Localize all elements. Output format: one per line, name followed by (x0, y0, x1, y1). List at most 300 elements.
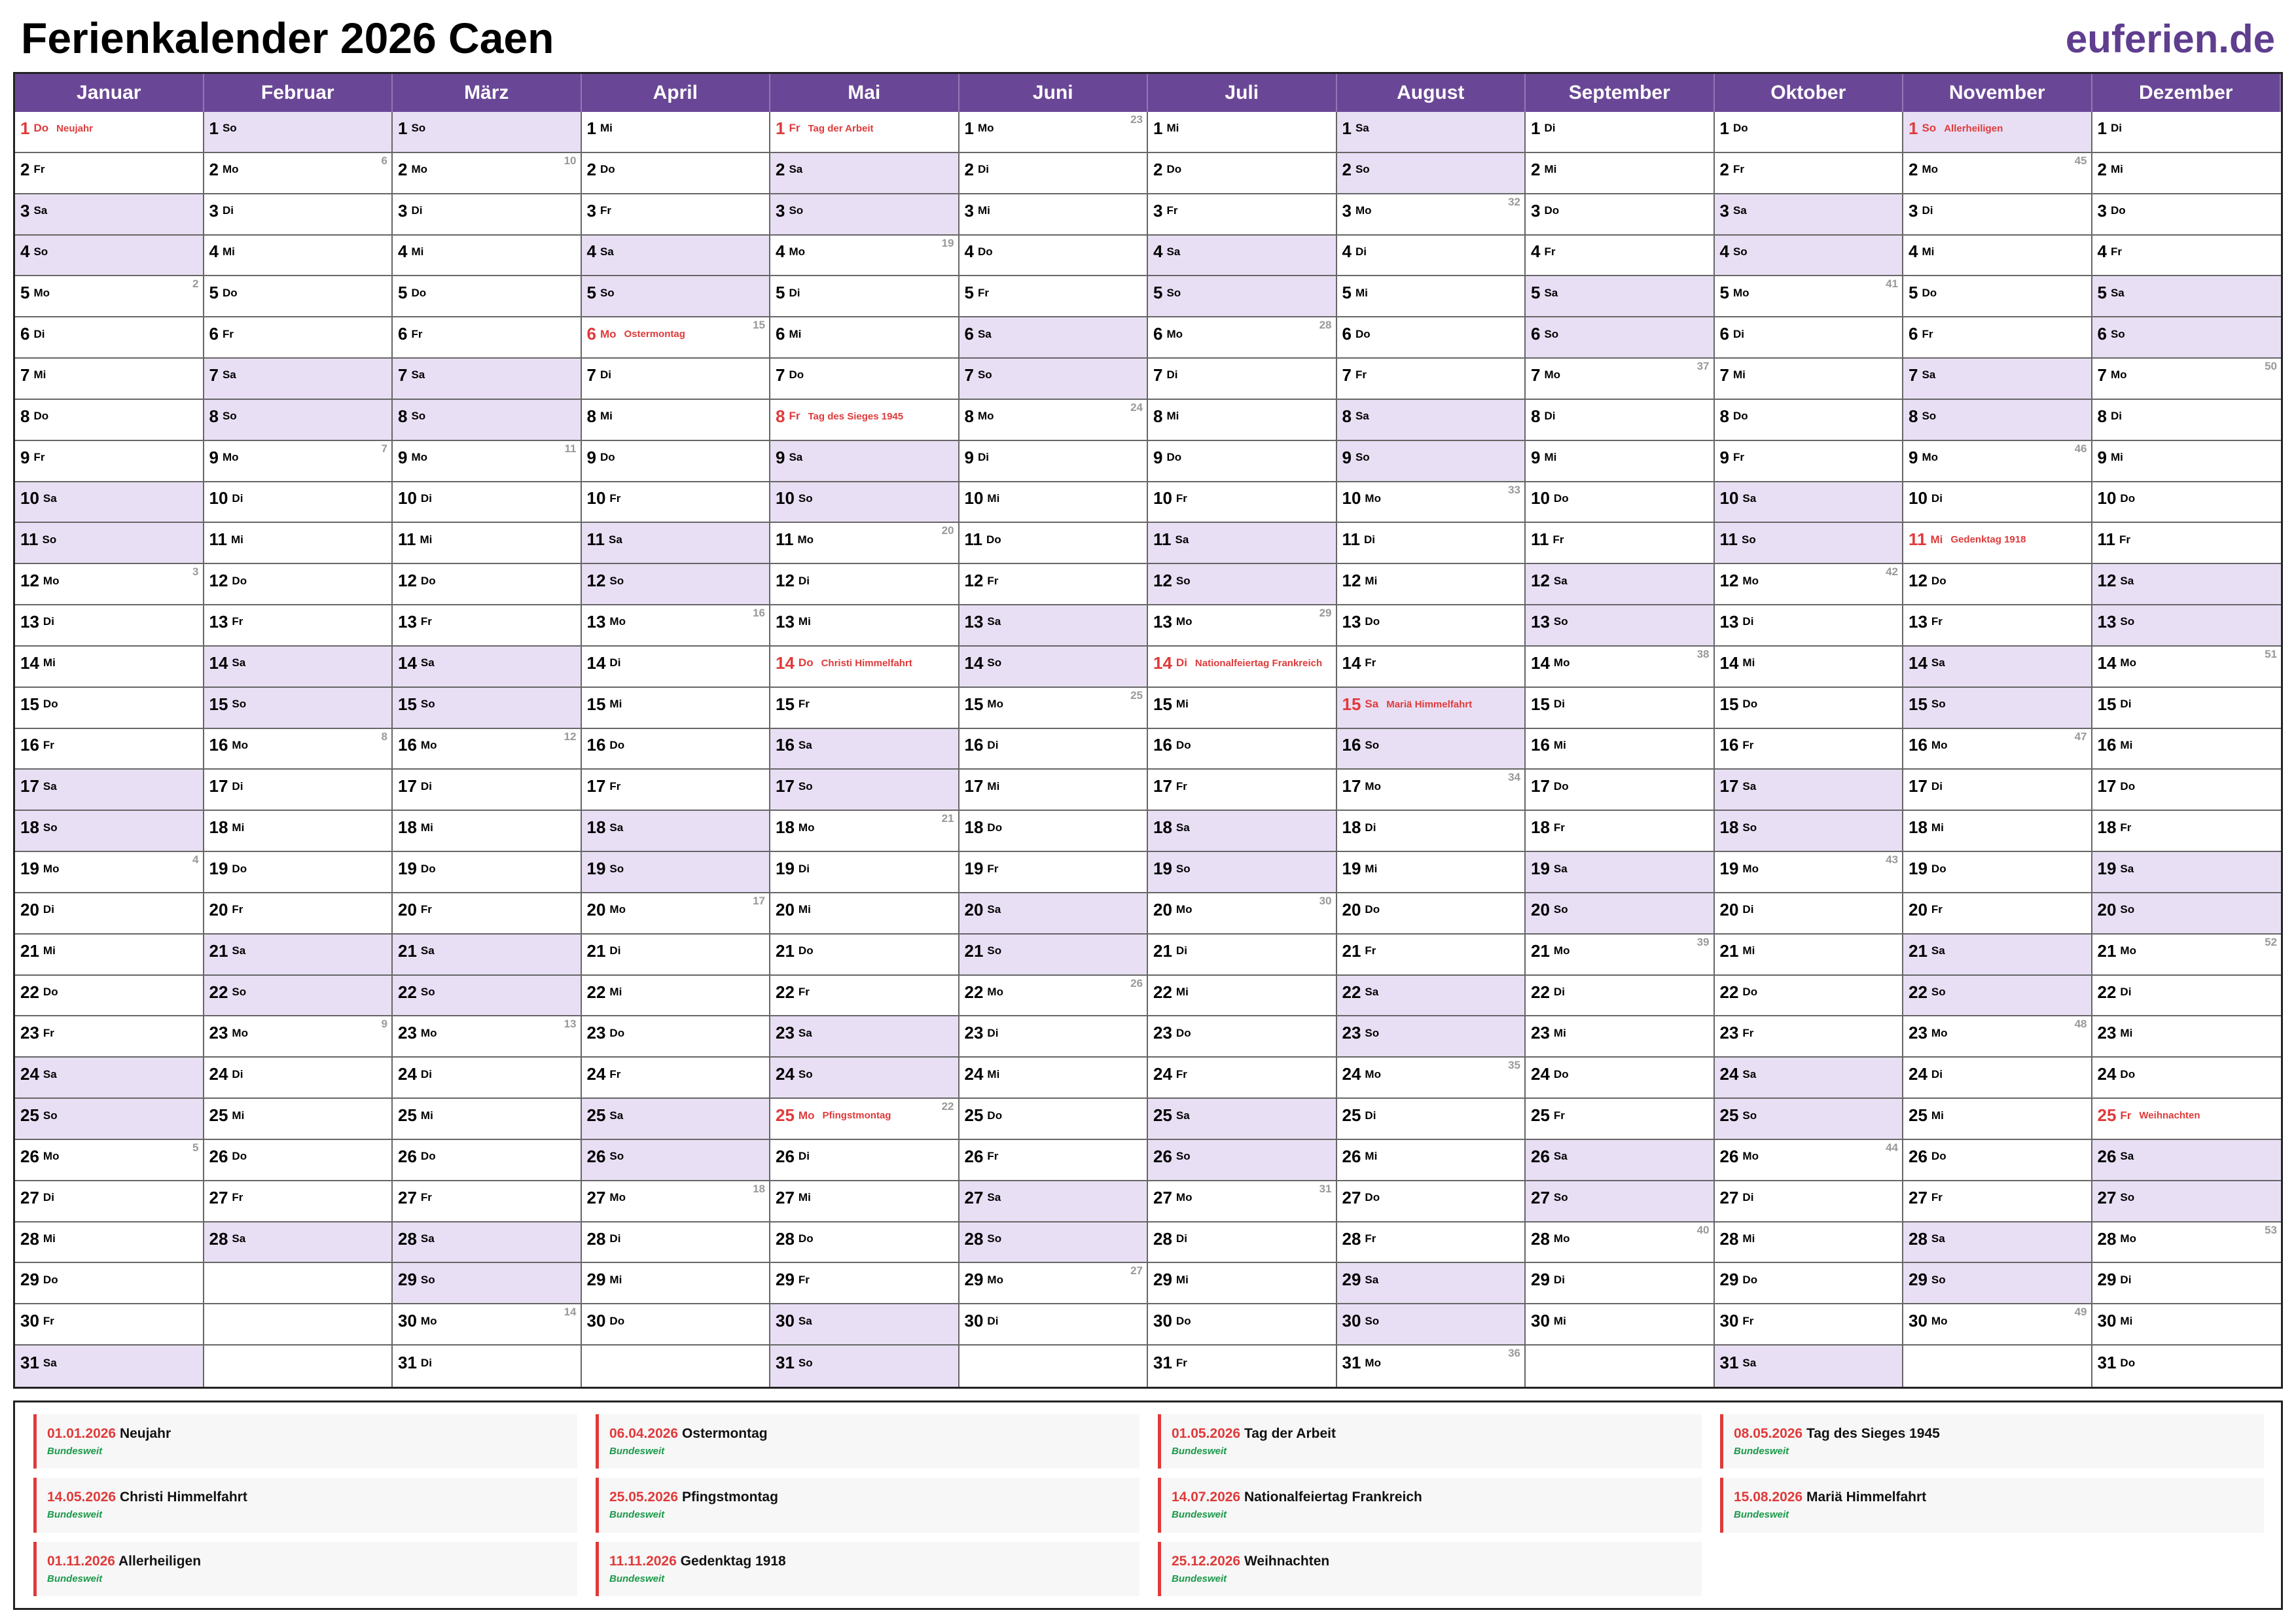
day-cell[interactable] (582, 153, 771, 194)
day-cell[interactable] (1715, 441, 1904, 482)
day-cell[interactable] (1903, 1058, 2092, 1099)
day-cell[interactable] (204, 1016, 393, 1058)
day-cell[interactable] (770, 1181, 960, 1222)
day-cell[interactable] (960, 153, 1149, 194)
day-cell[interactable] (1337, 1140, 1526, 1181)
day-cell[interactable] (1903, 852, 2092, 893)
day-cell[interactable] (2092, 523, 2282, 564)
day-cell[interactable] (582, 359, 771, 400)
day-cell[interactable] (15, 1016, 204, 1058)
day-cell[interactable] (1148, 441, 1337, 482)
day-cell[interactable] (2092, 153, 2282, 194)
day-cell[interactable] (1715, 112, 1904, 153)
day-cell[interactable] (1337, 359, 1526, 400)
day-cell[interactable] (2092, 1181, 2282, 1222)
day-cell[interactable] (1337, 852, 1526, 893)
day-cell[interactable] (1526, 359, 1715, 400)
day-cell[interactable] (1337, 1058, 1526, 1099)
day-cell[interactable] (393, 400, 582, 441)
day-cell[interactable] (1903, 236, 2092, 277)
day-cell[interactable] (1337, 523, 1526, 564)
day-cell[interactable] (1148, 1304, 1337, 1346)
day-cell[interactable] (1715, 1304, 1904, 1346)
day-cell[interactable] (2092, 276, 2282, 317)
day-cell[interactable] (1903, 564, 2092, 605)
day-cell[interactable] (15, 1099, 204, 1140)
day-cell[interactable] (1526, 605, 1715, 647)
day-cell[interactable] (582, 1016, 771, 1058)
day-cell[interactable] (960, 1222, 1149, 1264)
day-cell[interactable] (15, 729, 204, 770)
day-cell[interactable] (770, 441, 960, 482)
day-cell[interactable] (2092, 852, 2282, 893)
day-cell[interactable] (393, 1058, 582, 1099)
day-cell[interactable] (582, 729, 771, 770)
day-cell[interactable] (393, 688, 582, 729)
day-cell[interactable] (393, 317, 582, 359)
day-cell[interactable] (1715, 647, 1904, 688)
day-cell[interactable] (2092, 688, 2282, 729)
day-cell[interactable] (2092, 482, 2282, 524)
day-cell[interactable] (1337, 153, 1526, 194)
day-cell[interactable] (2092, 236, 2282, 277)
day-cell[interactable] (770, 852, 960, 893)
day-cell[interactable] (582, 1140, 771, 1181)
day-cell[interactable] (15, 194, 204, 236)
day-cell[interactable] (1526, 1222, 1715, 1264)
day-cell[interactable] (2092, 564, 2282, 605)
day-cell[interactable] (393, 852, 582, 893)
day-cell[interactable] (582, 482, 771, 524)
day-cell[interactable] (393, 1099, 582, 1140)
day-cell[interactable] (204, 359, 393, 400)
day-cell[interactable] (1148, 770, 1337, 811)
day-cell[interactable] (1526, 441, 1715, 482)
day-cell[interactable] (204, 482, 393, 524)
day-cell[interactable] (1148, 811, 1337, 852)
day-cell[interactable] (582, 1304, 771, 1346)
day-cell[interactable] (1903, 482, 2092, 524)
day-cell[interactable] (1337, 976, 1526, 1017)
day-cell[interactable] (1715, 893, 1904, 935)
day-cell[interactable] (204, 770, 393, 811)
day-cell[interactable] (15, 564, 204, 605)
day-cell[interactable] (393, 811, 582, 852)
day-cell[interactable] (960, 688, 1149, 729)
day-cell[interactable] (1903, 1263, 2092, 1304)
day-cell[interactable] (960, 605, 1149, 647)
day-cell[interactable] (960, 1099, 1149, 1140)
day-cell[interactable] (204, 1140, 393, 1181)
day-cell[interactable] (1903, 1304, 2092, 1346)
day-cell[interactable] (393, 1304, 582, 1346)
day-cell[interactable] (1903, 400, 2092, 441)
day-cell[interactable] (15, 893, 204, 935)
day-cell[interactable] (1526, 1304, 1715, 1346)
day-cell[interactable] (1337, 1181, 1526, 1222)
day-cell[interactable] (1337, 770, 1526, 811)
day-cell[interactable] (15, 359, 204, 400)
day-cell[interactable] (393, 112, 582, 153)
day-cell[interactable] (770, 770, 960, 811)
day-cell[interactable] (1715, 811, 1904, 852)
day-cell[interactable] (15, 400, 204, 441)
day-cell[interactable] (960, 1058, 1149, 1099)
day-cell[interactable] (204, 893, 393, 935)
day-cell[interactable] (1715, 770, 1904, 811)
day-cell[interactable] (770, 276, 960, 317)
day-cell[interactable] (582, 276, 771, 317)
day-cell[interactable] (1337, 482, 1526, 524)
day-cell[interactable] (1715, 1263, 1904, 1304)
day-cell[interactable] (1148, 194, 1337, 236)
day-cell[interactable] (1526, 647, 1715, 688)
day-cell[interactable] (393, 441, 582, 482)
day-cell[interactable] (2092, 1222, 2282, 1264)
day-cell[interactable] (204, 564, 393, 605)
day-cell[interactable] (770, 359, 960, 400)
day-cell[interactable] (1715, 729, 1904, 770)
holiday-day-cell[interactable] (770, 1099, 960, 1140)
day-cell[interactable] (960, 647, 1149, 688)
day-cell[interactable] (582, 852, 771, 893)
day-cell[interactable] (393, 236, 582, 277)
day-cell[interactable] (1526, 523, 1715, 564)
day-cell[interactable] (960, 317, 1149, 359)
day-cell[interactable] (393, 359, 582, 400)
day-cell[interactable] (960, 359, 1149, 400)
day-cell[interactable] (15, 523, 204, 564)
day-cell[interactable] (770, 153, 960, 194)
day-cell[interactable] (1526, 400, 1715, 441)
day-cell[interactable] (204, 236, 393, 277)
day-cell[interactable] (1337, 400, 1526, 441)
day-cell[interactable] (1526, 482, 1715, 524)
day-cell[interactable] (2092, 811, 2282, 852)
day-cell[interactable] (1715, 276, 1904, 317)
day-cell[interactable] (1148, 359, 1337, 400)
day-cell[interactable] (1148, 935, 1337, 976)
day-cell[interactable] (15, 441, 204, 482)
day-cell[interactable] (393, 1263, 582, 1304)
day-cell[interactable] (1526, 811, 1715, 852)
holiday-day-cell[interactable] (2092, 1099, 2282, 1140)
day-cell[interactable] (393, 729, 582, 770)
day-cell[interactable] (2092, 112, 2282, 153)
day-cell[interactable] (15, 770, 204, 811)
day-cell[interactable] (2092, 605, 2282, 647)
day-cell[interactable] (1148, 1222, 1337, 1264)
brand-logo[interactable]: euferien.de (2065, 17, 2275, 61)
day-cell[interactable] (393, 276, 582, 317)
holiday-day-cell[interactable] (582, 317, 771, 359)
day-cell[interactable] (2092, 1016, 2282, 1058)
day-cell[interactable] (15, 482, 204, 524)
holiday-day-cell[interactable] (1148, 647, 1337, 688)
day-cell[interactable] (1715, 935, 1904, 976)
day-cell[interactable] (1337, 935, 1526, 976)
day-cell[interactable] (1715, 1016, 1904, 1058)
day-cell[interactable] (2092, 1263, 2282, 1304)
day-cell[interactable] (1148, 112, 1337, 153)
day-cell[interactable] (393, 893, 582, 935)
day-cell[interactable] (1148, 276, 1337, 317)
day-cell[interactable] (582, 194, 771, 236)
day-cell[interactable] (15, 688, 204, 729)
day-cell[interactable] (770, 1058, 960, 1099)
day-cell[interactable] (960, 194, 1149, 236)
day-cell[interactable] (204, 317, 393, 359)
day-cell[interactable] (960, 482, 1149, 524)
holiday-day-cell[interactable] (770, 112, 960, 153)
day-cell[interactable] (582, 441, 771, 482)
day-cell[interactable] (204, 811, 393, 852)
day-cell[interactable] (582, 1222, 771, 1264)
day-cell[interactable] (770, 1263, 960, 1304)
day-cell[interactable] (1148, 1263, 1337, 1304)
day-cell[interactable] (2092, 1058, 2282, 1099)
day-cell[interactable] (770, 1016, 960, 1058)
day-cell[interactable] (2092, 194, 2282, 236)
day-cell[interactable] (1337, 276, 1526, 317)
day-cell[interactable] (1337, 236, 1526, 277)
day-cell[interactable] (582, 1263, 771, 1304)
day-cell[interactable] (15, 317, 204, 359)
day-cell[interactable] (1526, 770, 1715, 811)
day-cell[interactable] (1337, 1222, 1526, 1264)
holiday-day-cell[interactable] (770, 400, 960, 441)
day-cell[interactable] (770, 729, 960, 770)
day-cell[interactable] (1715, 605, 1904, 647)
day-cell[interactable] (1526, 564, 1715, 605)
day-cell[interactable] (1337, 1263, 1526, 1304)
day-cell[interactable] (1903, 770, 2092, 811)
day-cell[interactable] (1148, 893, 1337, 935)
day-cell[interactable] (1148, 976, 1337, 1017)
day-cell[interactable] (1903, 1181, 2092, 1222)
day-cell[interactable] (15, 1140, 204, 1181)
day-cell[interactable] (1903, 976, 2092, 1017)
day-cell[interactable] (1526, 688, 1715, 729)
holiday-day-cell[interactable] (1337, 688, 1526, 729)
day-cell[interactable] (960, 400, 1149, 441)
day-cell[interactable] (15, 811, 204, 852)
day-cell[interactable] (960, 112, 1149, 153)
day-cell[interactable] (2092, 359, 2282, 400)
day-cell[interactable] (393, 564, 582, 605)
day-cell[interactable] (204, 1058, 393, 1099)
day-cell[interactable] (770, 1140, 960, 1181)
day-cell[interactable] (582, 1181, 771, 1222)
day-cell[interactable] (393, 647, 582, 688)
day-cell[interactable] (204, 441, 393, 482)
day-cell[interactable] (582, 112, 771, 153)
day-cell[interactable] (2092, 1304, 2282, 1346)
day-cell[interactable] (1903, 729, 2092, 770)
day-cell[interactable] (1903, 194, 2092, 236)
day-cell[interactable] (15, 1263, 204, 1304)
day-cell[interactable] (2092, 1140, 2282, 1181)
day-cell[interactable] (1337, 1099, 1526, 1140)
day-cell[interactable] (204, 276, 393, 317)
day-cell[interactable] (1148, 1140, 1337, 1181)
day-cell[interactable] (960, 976, 1149, 1017)
day-cell[interactable] (15, 1058, 204, 1099)
day-cell[interactable] (2092, 1346, 2282, 1387)
day-cell[interactable] (15, 153, 204, 194)
day-cell[interactable] (1148, 1099, 1337, 1140)
day-cell[interactable] (1903, 605, 2092, 647)
day-cell[interactable] (1337, 194, 1526, 236)
day-cell[interactable] (15, 1304, 204, 1346)
day-cell[interactable] (1715, 317, 1904, 359)
day-cell[interactable] (2092, 647, 2282, 688)
day-cell[interactable] (960, 1140, 1149, 1181)
day-cell[interactable] (1715, 523, 1904, 564)
day-cell[interactable] (1148, 688, 1337, 729)
day-cell[interactable] (1715, 1181, 1904, 1222)
day-cell[interactable] (1526, 976, 1715, 1017)
day-cell[interactable] (204, 112, 393, 153)
day-cell[interactable] (1903, 441, 2092, 482)
day-cell[interactable] (582, 647, 771, 688)
day-cell[interactable] (2092, 441, 2282, 482)
day-cell[interactable] (960, 236, 1149, 277)
day-cell[interactable] (1715, 1140, 1904, 1181)
day-cell[interactable] (960, 935, 1149, 976)
day-cell[interactable] (1337, 441, 1526, 482)
day-cell[interactable] (1715, 564, 1904, 605)
day-cell[interactable] (1526, 852, 1715, 893)
day-cell[interactable] (582, 811, 771, 852)
day-cell[interactable] (15, 647, 204, 688)
day-cell[interactable] (15, 1346, 204, 1387)
day-cell[interactable] (2092, 935, 2282, 976)
day-cell[interactable] (1526, 112, 1715, 153)
day-cell[interactable] (770, 688, 960, 729)
day-cell[interactable] (204, 523, 393, 564)
day-cell[interactable] (393, 770, 582, 811)
day-cell[interactable] (1903, 359, 2092, 400)
day-cell[interactable] (1337, 564, 1526, 605)
day-cell[interactable] (393, 976, 582, 1017)
day-cell[interactable] (204, 605, 393, 647)
day-cell[interactable] (393, 482, 582, 524)
day-cell[interactable] (1903, 317, 2092, 359)
day-cell[interactable] (1903, 276, 2092, 317)
day-cell[interactable] (770, 605, 960, 647)
holiday-day-cell[interactable] (770, 647, 960, 688)
day-cell[interactable] (1526, 1140, 1715, 1181)
day-cell[interactable] (204, 400, 393, 441)
day-cell[interactable] (770, 935, 960, 976)
day-cell[interactable] (582, 1099, 771, 1140)
day-cell[interactable] (1903, 647, 2092, 688)
day-cell[interactable] (204, 976, 393, 1017)
day-cell[interactable] (960, 729, 1149, 770)
day-cell[interactable] (960, 852, 1149, 893)
day-cell[interactable] (1526, 1058, 1715, 1099)
day-cell[interactable] (15, 976, 204, 1017)
day-cell[interactable] (1903, 935, 2092, 976)
day-cell[interactable] (204, 1181, 393, 1222)
day-cell[interactable] (1903, 1140, 2092, 1181)
day-cell[interactable] (1715, 976, 1904, 1017)
day-cell[interactable] (1526, 317, 1715, 359)
day-cell[interactable] (393, 1222, 582, 1264)
day-cell[interactable] (1715, 688, 1904, 729)
day-cell[interactable] (1715, 153, 1904, 194)
day-cell[interactable] (1148, 523, 1337, 564)
day-cell[interactable] (960, 1016, 1149, 1058)
day-cell[interactable] (770, 236, 960, 277)
day-cell[interactable] (393, 153, 582, 194)
day-cell[interactable] (15, 605, 204, 647)
day-cell[interactable] (393, 194, 582, 236)
day-cell[interactable] (770, 1346, 960, 1387)
day-cell[interactable] (1526, 194, 1715, 236)
day-cell[interactable] (1903, 893, 2092, 935)
day-cell[interactable] (1337, 605, 1526, 647)
day-cell[interactable] (204, 935, 393, 976)
day-cell[interactable] (204, 153, 393, 194)
day-cell[interactable] (15, 276, 204, 317)
day-cell[interactable] (2092, 893, 2282, 935)
day-cell[interactable] (582, 564, 771, 605)
day-cell[interactable] (1715, 1222, 1904, 1264)
day-cell[interactable] (1715, 852, 1904, 893)
day-cell[interactable] (1715, 400, 1904, 441)
day-cell[interactable] (1337, 893, 1526, 935)
day-cell[interactable] (582, 605, 771, 647)
day-cell[interactable] (770, 482, 960, 524)
day-cell[interactable] (960, 1181, 1149, 1222)
day-cell[interactable] (1337, 1304, 1526, 1346)
day-cell[interactable] (770, 811, 960, 852)
day-cell[interactable] (960, 276, 1149, 317)
day-cell[interactable] (582, 770, 771, 811)
day-cell[interactable] (770, 893, 960, 935)
day-cell[interactable] (1148, 1016, 1337, 1058)
day-cell[interactable] (1337, 1346, 1526, 1387)
day-cell[interactable] (960, 1304, 1149, 1346)
day-cell[interactable] (1903, 1099, 2092, 1140)
day-cell[interactable] (204, 729, 393, 770)
day-cell[interactable] (1526, 276, 1715, 317)
day-cell[interactable] (1715, 1099, 1904, 1140)
day-cell[interactable] (1903, 688, 2092, 729)
day-cell[interactable] (1715, 1058, 1904, 1099)
day-cell[interactable] (393, 1346, 582, 1387)
holiday-day-cell[interactable] (1903, 523, 2092, 564)
day-cell[interactable] (582, 688, 771, 729)
day-cell[interactable] (1715, 482, 1904, 524)
day-cell[interactable] (770, 1304, 960, 1346)
day-cell[interactable] (1526, 153, 1715, 194)
day-cell[interactable] (1715, 1346, 1904, 1387)
day-cell[interactable] (1715, 359, 1904, 400)
day-cell[interactable] (2092, 976, 2282, 1017)
day-cell[interactable] (1337, 317, 1526, 359)
day-cell[interactable] (393, 935, 582, 976)
day-cell[interactable] (1526, 935, 1715, 976)
day-cell[interactable] (1148, 729, 1337, 770)
day-cell[interactable] (582, 893, 771, 935)
day-cell[interactable] (1903, 811, 2092, 852)
day-cell[interactable] (15, 852, 204, 893)
day-cell[interactable] (393, 1140, 582, 1181)
day-cell[interactable] (393, 1181, 582, 1222)
